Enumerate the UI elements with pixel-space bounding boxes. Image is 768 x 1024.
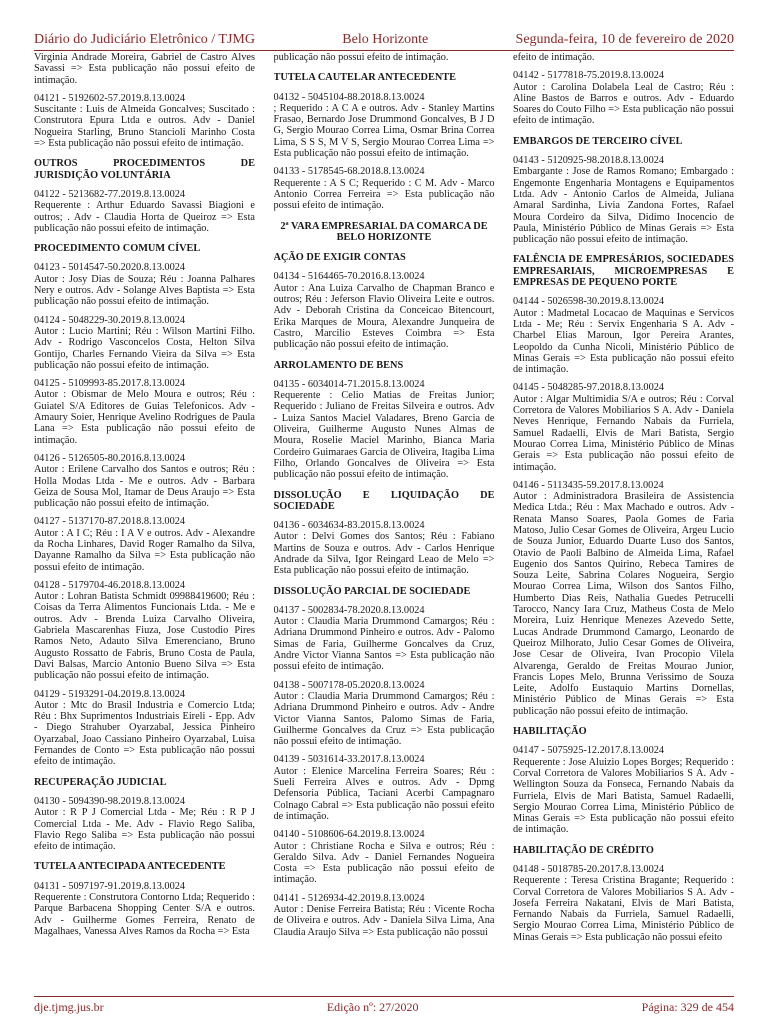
publication-entry [513, 480, 734, 717]
process-number: 04128 - 5179704-46.2018.8.13.0024 [34, 579, 186, 591]
publication-entry [513, 155, 734, 245]
publication-entry [34, 453, 255, 509]
process-number: 04140 - 5108606-64.2019.8.13.0024 [273, 829, 425, 841]
section-heading: DISSOLUÇÃO PARCIAL DE SOCIEDADE [273, 585, 471, 597]
entry-text: Requerente : A S C; Requerido : C M. Adv - Marco Antonio Correa Ferreira => Esta publicação não possui efeito de intimação. [273, 177, 495, 212]
publication-entry [34, 93, 255, 149]
entry-text: Autor : Mtc do Brasil Industria e Comercio Ltda; Réu : Bhx Suprimentos Industriais Eireli - Epp. Adv - Diego Strahuber Oyarzabal, Jessica Pinheiro Oyarzabal, Joao Cassiano Pinheiro Oyarzabal, Luisa Fernandes de Conto => Esta publicação não possui efeito de intimação. [34, 699, 255, 768]
continued-text: efeito de intimação. [513, 52, 595, 63]
process-number: 04133 - 5178545-68.2018.8.13.0024 [273, 166, 425, 178]
page-footer [34, 996, 734, 1020]
entry-text: Requerente : Arthur Eduardo Savassi Biagioni e outros; . Adv - Claudia Horta de Queiroz => Esta publicação não possui efeito de intimação. [34, 200, 255, 234]
publication-entry [34, 516, 255, 572]
publication-entry [274, 893, 495, 938]
entry-text: Autor : Obismar de Melo Moura e outros; Réu : Guiatel S/A Editores de Guias Telefonicos. Adv - Amaury Soier, Henrique Avelino Rodrigues de Paula Lana => Esta publicação não possui efeito de intimação. [34, 389, 255, 446]
continued-text: publicação não possui efeito de intimação. [273, 52, 449, 63]
publication-date: Segunda-feira, 10 de fevereiro de 2020 [515, 32, 734, 47]
process-number: 04135 - 6034014-71.2015.8.13.0024 [273, 378, 425, 390]
process-number: 04127 - 5137170-87.2018.8.13.0024 [34, 516, 186, 528]
column-3 [513, 52, 734, 992]
entry-text: Autor : Lohran Batista Schmidt 09988419600; Réu : Coisas da Terra Alimentos Funcionais Ltda. - Me e outros. Adv - Brenda Luiza Carvalho Oliveira, Gabriela Mascarenhas Fiuza, Jose Custodio Pires Ramos Neto, Adauto Silva Emerenciano, Bruno Augusto Rossatto de Fabris, Bruno Costa de Paula, Davi Balsas, Marcio Antonio Bueno Silva => Esta publicação não possui efeito de intimação. [34, 591, 255, 682]
entry-text: ; Requerido : A C A e outros. Adv - Stanley Martins Frasao, Bernardo Jose Drummond Goncalves, B J D G, Sergio Mourao Correa Lima, Osmar Brina Correa Lima, S S S, M V S, Sergio Mourao Correa Lima => Esta publicação não possui efeito de intimação. [273, 102, 495, 160]
publication-entry [513, 745, 734, 835]
publication-entry [274, 605, 495, 673]
process-number: 04141 - 5126934-42.2019.8.13.0024 [273, 892, 425, 904]
section-heading: RECUPERAÇÃO JUDICIAL [34, 776, 167, 788]
page-number: Página: 329 de 454 [641, 1000, 734, 1014]
continued-text: Virginia Andrade Moreira, Gabriel de Castro Alves Savassi => Esta publicação não possui efeito de intimação. [34, 52, 255, 86]
site-url[interactable]: dje.tjmg.jus.br [34, 1000, 104, 1014]
column-2 [274, 52, 495, 992]
process-number: 04129 - 5193291-04.2019.8.13.0024 [34, 688, 186, 700]
process-number: 04147 - 5075925-12.2017.8.13.0024 [513, 745, 665, 757]
column-1 [34, 52, 255, 992]
publication-entry [274, 379, 495, 481]
process-number: 04126 - 5126505-80.2016.8.13.0024 [34, 452, 186, 464]
publication-entry [34, 580, 255, 682]
city-name: Belo Horizonte [342, 32, 429, 47]
process-number: 04148 - 5018785-20.2017.8.13.0024 [513, 864, 665, 875]
section-heading: HABILITAÇÃO DE CRÉDITO [513, 844, 654, 856]
process-number: 04146 - 5113435-59.2017.8.13.0024 [513, 479, 664, 491]
publication-entry [274, 520, 495, 576]
process-number: 04123 - 5014547-50.2020.8.13.0024 [34, 262, 186, 274]
publication-entry [274, 680, 495, 748]
entry-text: Autor : Josy Dias de Souza; Réu : Joanna Palhares Nery e outros. Adv - Solange Alves Baptista => Esta publicação não possui efeito de intimação. [34, 273, 255, 308]
journal-title: Diário do Judiciário Eletrônico / TJMG [34, 32, 255, 47]
publication-entry [34, 262, 255, 307]
entry-text: Autor : Carolina Dolabela Leal de Castro; Réu : Aline Bastos de Barros e outros. Adv - Eduardo Soares do Couto Filho => Esta publicação não possui efeito de intimação. [513, 81, 734, 127]
entry-text: Autor : Algar Multimidia S/A e outros; Réu : Corval Corretora de Valores Mobiliarios S A. Adv - Daniela Neves Henrique, Fernando Nabais da Furriela, Samuel Radaelli, Elvis de Mari Batista, Sergio Mourao Correa Lima, Ministério Público de Minas Gerais => Esta publicação não possui efeito de intimação. [513, 393, 734, 473]
process-number: 04139 - 5031614-33.2017.8.13.0024 [273, 754, 425, 766]
process-number: 04130 - 5094390-98.2019.8.13.0024 [34, 795, 186, 807]
entry-text: Requerente : Teresa Cristina Bragante; Requerido : Corval Corretora de Valores Mobiliarios S A. Adv - Josefa Ferreira Nakatani, Elvis de Mari Batista, Fernando Nabais da Furriela, Samuel Radaelli, Sergio Mourao Correa Lima, Ministério Público de Minas Gerais => Esta publicação não possui efeito [513, 875, 734, 943]
entry-text: Requerente : Celio Matias de Freitas Junior; Requerido : Juliano de Freitas Silveira e outros. Adv - Luiza Santos Maciel Valadares, Breno Garcia de Oliveira, Guilherme Augusto Nunes Almas de Moura, Roselie Maciel Marinho, Bianca Maria Cordeiro Guimaraes Garcia de Oliveira, Itagiba Lima Filho, Orlando Goncalves de Oliveira => Esta publicação não possui efeito de intimação. [273, 390, 495, 481]
process-number: 04145 - 5048285-97.2018.8.13.0024 [513, 382, 665, 394]
publication-entry [34, 189, 255, 234]
entry-text: Autor : Claudia Maria Drummond Camargos; Réu : Adriana Drummond Pinheiro e outros. Adv - Andre Victor Vianna Santos, Palomo Simas de Faria, Guilherme Goncalves da Cruz => Esta publicação não possui efeito de intimação. [273, 690, 495, 748]
entry-text: Embargante : Jose de Ramos Romano; Embargado : Engemonte Engenharia Montagens e Equipamentos Ltda. Adv - Antonio Carlos de Almeida, Juliana Amaral Sardinha, Livia Zandona Fortes, Rafael Moura Cordeiro da Silva, Didimo Inocencio de Paula, Ministério Público de Minas Gerais => Esta publicação não possui efeito de intimação. [513, 166, 734, 246]
columns-container [34, 52, 734, 992]
publication-entry [34, 315, 255, 371]
section-heading: AÇÃO DE EXIGIR CONTAS [273, 252, 406, 264]
section-heading: TUTELA ANTECIPADA ANTECEDENTE [34, 861, 226, 873]
process-number: 04134 - 5164465-70.2016.8.13.0024 [273, 271, 425, 283]
process-number: 04125 - 5109993-85.2017.8.13.0024 [34, 378, 186, 390]
edition-number: Edição nº: 27/2020 [326, 1000, 419, 1014]
section-heading: TUTELA CAUTELAR ANTECEDENTE [273, 72, 457, 84]
process-number: 04138 - 5007178-05.2020.8.13.0024 [273, 679, 425, 691]
entry-text: Autor : Ana Luiza Carvalho de Chapman Branco e outros; Réu : Jeferson Flavio Oliveira Leite e outros. Adv - Deborah Cristina da Conceicao Bitencourt, Erika Marques de Moura, Alexandre Junqueira de Castro, Marcilio Esteves Coimbra => Esta publicação não possui efeito de intimação. [273, 282, 495, 351]
entry-text: Autor : Erilene Carvalho dos Santos e outros; Réu : Holla Modas Ltda - Me e outros. Adv - Barbara Geiza de Sousa Mol, Itamar de Deus Araujo => Esta publicação não possui efeito de intimação. [34, 464, 255, 510]
entry-text: Suscitante : Luis de Almeida Goncalves; Suscitado : Construtora Epura Ltda e outros. Adv - Daniel Nogueira Starling, Bruno Stancioli Marinho Costa => Esta publicação não possui efeito de intimação. [34, 104, 255, 150]
publication-entry [34, 881, 255, 937]
section-heading: FALÊNCIA DE EMPRESÁRIOS, SOCIEDADES EMPRESARIAIS, MICROEMPRESAS E EMPRESAS DE PEQUENO PORTE [513, 254, 734, 289]
process-number: 04137 - 5002834-78.2020.8.13.0024 [273, 604, 425, 616]
section-heading: ARROLAMENTO DE BENS [273, 359, 404, 371]
entry-text: Autor : Claudia Maria Drummond Camargos; Réu : Adriana Drummond Pinheiro e outros. Adv - Palomo Simas de Faria, Guilherme Goncalves da Cruz, Andre Victor Vianna Santos => Esta publicação não possui efeito de intimação. [273, 616, 495, 673]
publication-entry [513, 70, 734, 126]
publication-entry [274, 829, 495, 885]
process-number: 04121 - 5192602-57.2019.8.13.0024 [34, 92, 186, 104]
process-number: 04122 - 5213682-77.2019.8.13.0024 [34, 188, 186, 200]
section-heading: PROCEDIMENTO COMUM CÍVEL [34, 243, 201, 255]
section-heading: HABILITAÇÃO [513, 726, 587, 738]
entry-text: Autor : Denise Ferreira Batista; Réu : Vicente Rocha de Oliveira e outros. Adv - Daniela Silva Lima, Ana Claudia Araujo Silva => Esta publicação não possui [273, 904, 495, 938]
entry-text: Autor : R P J Comercial Ltda - Me; Réu : R P J Comercial Ltda - Me. Adv - Flavio Rego Saliba, Flavio Rego Saliba => Esta publicação não possui efeito de intimação. [34, 807, 255, 853]
publication-entry [513, 382, 734, 472]
publication-entry [274, 754, 495, 822]
process-number: 04136 - 6034634-83.2015.8.13.0024 [273, 520, 425, 532]
entry-text: Autor : Christiane Rocha e Silva e outros; Réu : Geraldo Silva. Adv - Daniel Fernandes Nogueira Costa => Esta publicação não possui efeito de intimação. [273, 840, 495, 886]
entry-text: Autor : Delvi Gomes dos Santos; Réu : Fabiano Martins de Souza e outros. Adv - Carlos Henrique Andrade da Silva, Igor Reingard Leao de Melo => Esta publicação não possui efeito de intimação. [273, 531, 495, 577]
entry-text: Autor : Elenice Marcelina Ferreira Soares; Réu : Sueli Ferreira Alves e outros. Adv - Dpmg Defensoria Pública, Taciani Acerbi Campagnaro Colnago Cabral => Esta publicação não possui efeito de intimação. [273, 765, 495, 822]
publication-entry [513, 864, 734, 943]
publication-entry [34, 689, 255, 768]
publication-entry [274, 271, 495, 350]
entry-text: Autor : Madmetal Locacao de Maquinas e Servicos Ltda - Me; Réu : Servix Engenharia S A. Adv - Charbel Elias Maroun, Igor Pereira Arantes, Leopoldo da Cunha Nicoli, Ministério Público de Minas Gerais => Esta publicação não possui efeito de intimação. [513, 307, 734, 376]
publication-entry [274, 166, 495, 211]
entry-text: Autor : A I C; Réu : I A V e outros. Adv - Alexandre da Rocha Linhares, David Roger Ramalho da Silva, Dayanne Ramalho da Silva => Esta publicação não possui efeito de intimação. [34, 527, 255, 573]
process-number: 04143 - 5120925-98.2018.8.13.0024 [513, 155, 665, 167]
process-number: 04142 - 5177818-75.2019.8.13.0024 [513, 70, 665, 82]
entry-text: Requerente : Jose Aluizio Lopes Borges; Requerido : Corval Corretora de Valores Mobiliarios S A. Adv - Wellington Souza da Fonseca, Fernando Nabais da Furriela, Elvis de Mari Batista, Samuel Radaelli, Sergio Mourao Correa Lima, Ministério Público de Minas Gerais => Esta publicação não possui efeito de intimação. [513, 756, 734, 836]
section-heading: DISSOLUÇÃO E LIQUIDAÇÃO DE SOCIEDADE [273, 489, 495, 512]
process-number: 04132 - 5045104-88.2018.8.13.0024 [273, 91, 425, 103]
publication-entry [34, 378, 255, 446]
publication-entry [513, 296, 734, 375]
process-number: 04124 - 5048229-30.2019.8.13.0024 [34, 314, 186, 326]
section-heading: EMBARGOS DE TERCEIRO CÍVEL [513, 135, 683, 147]
section-heading: 2ª VARA EMPRESARIAL DA COMARCA DE BELO HORIZONTE [280, 220, 488, 243]
section-heading: OUTROS PROCEDIMENTOS DE JURISDIÇÃO VOLUNTÁRIA [34, 158, 255, 181]
process-number: 04144 - 5026598-30.2019.8.13.0024 [513, 296, 665, 308]
process-number: 04131 - 5097197-91.2019.8.13.0024 [34, 880, 186, 892]
publication-entry [274, 92, 495, 160]
entry-text: Autor : Administradora Brasileira de Assistencia Medica Ltda.; Réu : Max Machado e outros. Adv - Renata Manso Soares, Paola Gomes de Faria Matoso, Julio Cesar Gomes de Oliveira, Argeu Lucio de Souza Junior, Eduardo Duarte Luso dos Santos, Otavio de Paoli Balbino de Almeida Lima, Rafael Eugenio dos Santos Quirino, Rebeca Tamires de Souza Leite, Sabrina Colares Nogueira, Sergio Mourao Correa Lima, Wilson dos Santos Filho, Humberto Dias Reis, Nathalia Guedes Petrucelli Tarocco, Nancy Iara Cruz, Matheus Costa de Melo Moreira, Luiz Henrique Menezes Azevedo Sette, Lucas Andrade Drummond Camargo, Leonardo de Queiroz Milhorato, Julio Cesar Gomes de Oliveira, Jose Cesar de Oliveira, Ivan Procopio Vilela Alvarenga, Geraldo de Freitas Mourao Junior, Francis Lopes Melo, Brunna Verissimo de Souza Leite, Adolfo Eustaquio Martins Dornellas, Ministério Público de Minas Gerais => Esta publicação não possui efeito de intimação. [513, 491, 734, 717]
publication-entry [34, 796, 255, 852]
page-header [34, 24, 734, 51]
entry-text: Requerente : Construtora Contorno Ltda; Requerido : Parque Barbacena Shopping Center S/A e outros. Adv - Guilherme Gomes Ferreira, Renato de Magalhaes, Vanessa Alves Ramos da Rocha => Esta [34, 892, 255, 937]
entry-text: Autor : Lucio Martini; Réu : Wilson Martini Filho. Adv - Rodrigo Vasconcelos Costa, Helton Silva Gontijo, Charles Fernando Vieira da Silva => Esta publicação não possui efeito de intimação. [34, 325, 255, 371]
